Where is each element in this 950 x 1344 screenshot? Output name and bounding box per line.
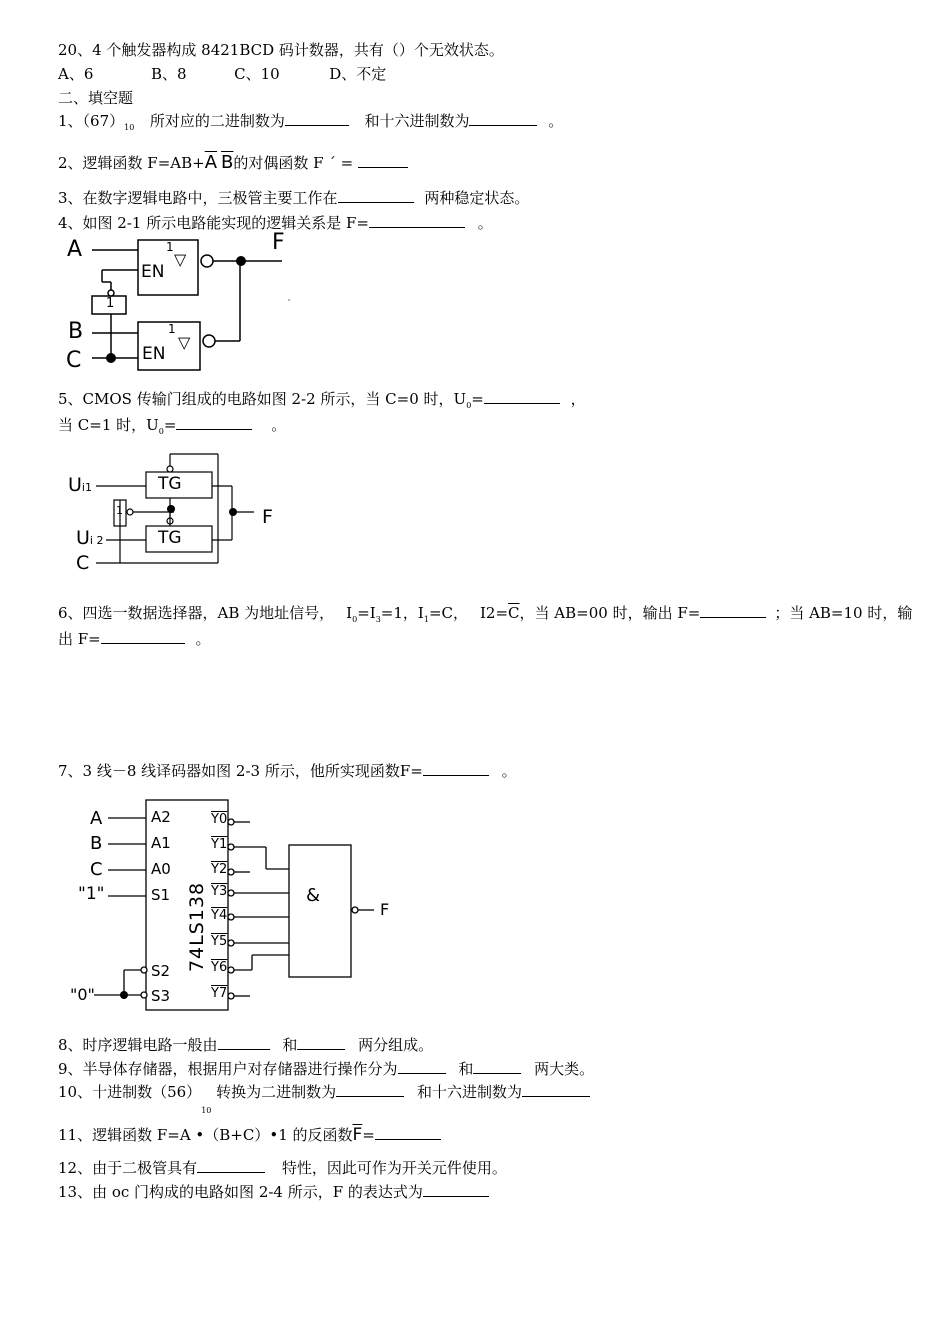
q9 [58, 1059, 594, 1079]
q4-blank[interactable] [369, 213, 465, 228]
q6-text-b: ，当 AB=00 时，输出 F= [519, 604, 701, 622]
chip-output-pin: Y6 [211, 960, 228, 975]
q10-text: 10、十进制数（56） [58, 1083, 202, 1101]
q10-text-b: 转换为二进制数为 [216, 1083, 337, 1101]
q2-text: 2、逻辑函数 F=AB+ [58, 154, 205, 172]
fig21-one-bottom: 1 [168, 322, 176, 336]
q5-end: 。 [271, 416, 287, 434]
fig23-label-zero: "0" [70, 985, 95, 1004]
q9-text-c: 两大类。 [534, 1060, 595, 1078]
q9-text: 9、半导体存储器，根据用户对存储器进行操作分为 [58, 1060, 398, 1078]
q6-i0: I [346, 604, 353, 622]
q9-blank-1[interactable] [398, 1059, 446, 1074]
chip-output-pin: Y7 [211, 986, 228, 1001]
chip-label-wrap [186, 870, 212, 990]
fig21-en-bottom: EN [142, 344, 166, 364]
q8 [58, 1035, 433, 1055]
q9-and: 和 [458, 1060, 474, 1078]
fig21-label-f: F [272, 230, 285, 255]
q1-end: 。 [548, 112, 564, 130]
chip-output-pin: Y1 [211, 837, 228, 852]
q1-text-b: 所对应的二进制数为 [149, 112, 285, 130]
fig22-tg-bottom: TG [158, 528, 182, 548]
q11 [58, 1125, 441, 1145]
q5-sub2: 0 [158, 427, 164, 436]
q6-s1: 1 [423, 615, 429, 624]
chip-input-pin: A1 [151, 834, 171, 852]
q12-text: 12、由于二极管具有 [58, 1159, 198, 1177]
q2-blank[interactable] [358, 153, 408, 168]
q6-line1 [58, 603, 912, 630]
q6-blank-00[interactable] [700, 603, 766, 618]
option-b: B、8 [150, 65, 187, 83]
q6-line2 [58, 629, 211, 649]
section-title: 二、填空题 [58, 89, 134, 107]
q10-blank-hex[interactable] [522, 1082, 590, 1097]
q8-blank-1[interactable] [218, 1035, 270, 1050]
q3 [58, 188, 529, 208]
q11-eq: = [362, 1126, 375, 1144]
q7-blank[interactable] [423, 761, 489, 776]
fig21-en-top: EN [141, 262, 165, 282]
q8-blank-2[interactable] [297, 1035, 345, 1050]
chip-output-pin: Y3 [211, 884, 228, 899]
q8-text: 8、时序逻辑电路一般由 [58, 1036, 218, 1054]
q2-text-b: 的对偶函数 F ´ = [233, 154, 354, 172]
q20-text: 20、4 个触发器构成 8421BCD 码计数器，共有（）个无效状态。 [58, 41, 504, 59]
q10-text-c: 和十六进制数为 [416, 1083, 522, 1101]
q8-text-c: 两分组成。 [358, 1036, 434, 1054]
fig22-label-f: F [262, 506, 273, 528]
q6-cbar: $\overline{C}$ [508, 604, 520, 622]
q5-eq: = [471, 390, 484, 408]
q6-v1: =1，I [380, 604, 424, 622]
tristate-icon: ▽ [178, 333, 191, 352]
q12-blank[interactable] [197, 1158, 265, 1173]
q1 [58, 111, 563, 138]
fig23-label-a: A [90, 808, 103, 829]
q6-i2: I2= [479, 604, 509, 622]
option-d: D、不定 [329, 65, 387, 83]
chip-label: 74LS138 [186, 881, 208, 973]
q2-abar: $\overline{A}$ [204, 152, 218, 173]
q6-eq1: =I [357, 604, 376, 622]
q12 [58, 1158, 507, 1178]
q9-blank-2[interactable] [473, 1059, 521, 1074]
q5-eq2: = [163, 416, 177, 434]
chip-input-pin: A2 [151, 808, 171, 826]
fig23-label-f: F [380, 900, 390, 919]
q3-text-b: 两种稳定状态。 [424, 189, 530, 207]
fig21-label-c: C [66, 348, 82, 373]
q6-s3: 3 [375, 615, 381, 624]
chip-input-pin: S3 [151, 987, 171, 1005]
q10 [58, 1082, 590, 1115]
chip-output-pin: Y4 [211, 908, 228, 923]
q13-text: 13、由 oc 门构成的电路如图 2-4 所示，F 的表达式为 [58, 1183, 423, 1201]
q11-blank[interactable] [375, 1125, 441, 1140]
fig21-one-top: 1 [166, 240, 174, 254]
q5-text-c: 当 C=1 时，U [58, 416, 159, 434]
q7-end: 。 [501, 762, 517, 780]
q3-text: 3、在数字逻辑电路中，三极管主要工作在 [58, 189, 338, 207]
chip-output-pin: Y0 [211, 812, 228, 827]
fig22-label-ui1: Ui1 [68, 474, 92, 496]
fig21-label-a: A [67, 237, 83, 262]
q4-end: 。 [477, 214, 493, 232]
q1-text: 1、（67） [58, 112, 125, 130]
q20-options [58, 64, 386, 84]
q13 [58, 1182, 489, 1202]
q6-v2: =C， [428, 604, 468, 622]
fig21-label-b: B [68, 319, 84, 344]
q11-fbar: $\overline{F}$ [352, 1125, 363, 1145]
and-gate-symbol: & [306, 885, 321, 906]
q2 [58, 153, 408, 173]
q6-text-d: 出 F= [58, 630, 101, 648]
fig22-tg-top: TG [158, 474, 182, 494]
q5-comma: ， [570, 390, 586, 408]
q6-text-c: ；当 AB=10 时，输 [774, 604, 913, 622]
q5-line1 [58, 389, 586, 416]
chip-output-pin: Y5 [211, 934, 228, 949]
q6-s0: 0 [352, 615, 358, 624]
option-a: A、6 [58, 65, 94, 83]
fig22-label-c: C [76, 552, 90, 574]
tristate-icon: ▽ [174, 250, 187, 269]
q10-blank-bin[interactable] [336, 1082, 404, 1097]
q1-blank-bin[interactable] [285, 111, 349, 126]
q4-text: 4、如图 2-1 所示电路能实现的逻辑关系是 F= [58, 214, 369, 232]
q7-text: 7、3 线－8 线译码器如图 2-3 所示，他所实现函数F= [58, 762, 423, 780]
q7 [58, 761, 517, 781]
q1-sub: 10 [124, 123, 135, 132]
q6-blank-10[interactable] [101, 629, 185, 644]
q5-line2 [58, 415, 286, 442]
q5-blank-c0[interactable] [484, 389, 560, 404]
fig23-label-c: C [90, 859, 103, 880]
fig23-label-one: "1" [78, 884, 105, 904]
q6-end: 。 [195, 630, 211, 648]
q11-text: 11、逻辑函数 F=A •（B+C）•1 的反函数 [58, 1126, 353, 1144]
fig22-label-ui2: Ui 2 [76, 527, 104, 549]
chip-input-pin: S1 [151, 886, 171, 904]
q1-text-c: 和十六进制数为 [364, 112, 470, 130]
q3-blank[interactable] [338, 188, 414, 203]
q13-blank[interactable] [423, 1182, 489, 1197]
q5-sub: 0 [466, 401, 472, 410]
chip-output-pin: Y2 [211, 862, 228, 877]
chip-input-pin: S2 [151, 962, 171, 980]
q5-text: 5、CMOS 传输门组成的电路如图 2-2 所示，当 C=0 时，U [58, 390, 467, 408]
q6-text: 6、四选一数据选择器，AB 为地址信号， [58, 604, 335, 622]
q12-text-b: 特性，因此可作为开关元件使用。 [281, 1159, 507, 1177]
q1-blank-hex[interactable] [469, 111, 537, 126]
fig22-inverter-label: 1 [116, 504, 123, 517]
fig23-label-b: B [90, 833, 103, 854]
q10-sub: 10 [201, 1106, 212, 1115]
fig21-inverter-label: 1 [106, 296, 115, 311]
q2-bbar: $\overline{B}$ [221, 152, 234, 173]
q5-blank-c1[interactable] [176, 415, 252, 430]
chip-input-pin: A0 [151, 860, 171, 878]
option-c: C、10 [234, 65, 280, 83]
q8-and: 和 [282, 1036, 298, 1054]
